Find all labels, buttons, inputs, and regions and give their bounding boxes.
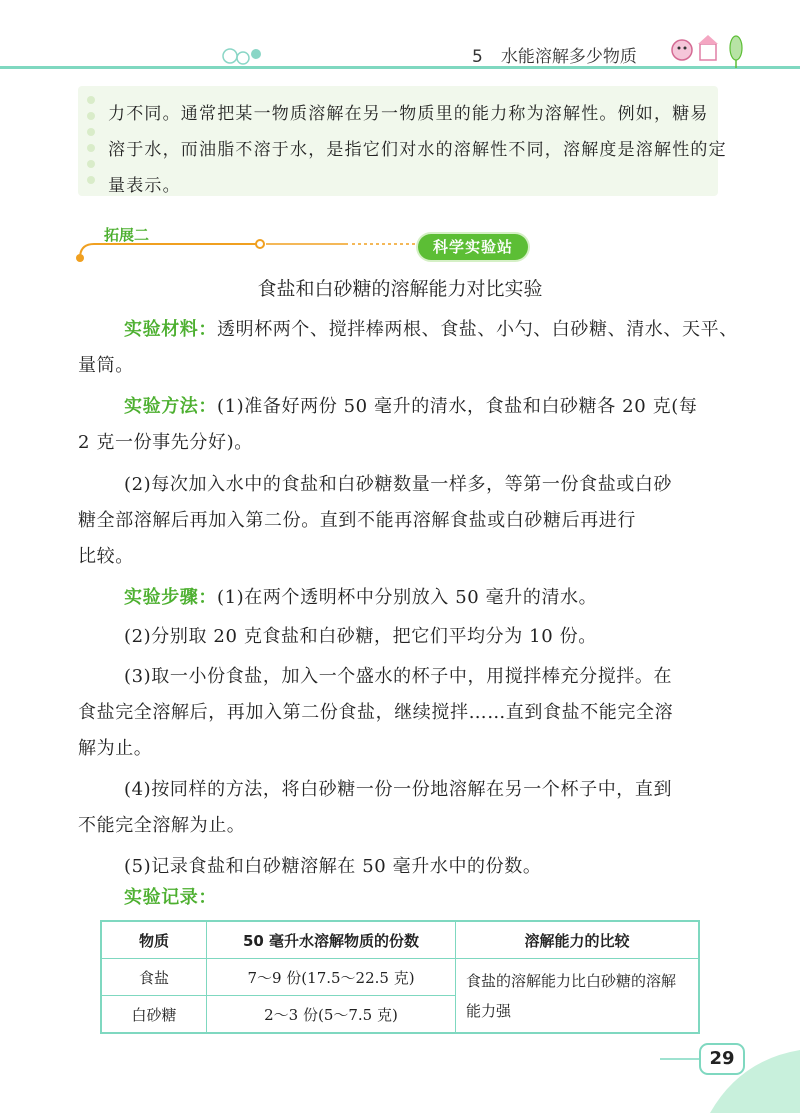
method-p2-line-2: 糖全部溶解后再加入第二份。直到不能再溶解食盐或白砂糖后再进行 <box>78 510 636 531</box>
chapter-number: 5 <box>472 47 483 67</box>
table-header: 物质 <box>101 921 207 959</box>
record-label-text: 实验记录： <box>124 887 217 908</box>
section-label: 拓展二 <box>104 226 150 244</box>
step-4-line-2: 不能完全溶解为止。 <box>78 815 246 836</box>
step-3-line-3: 解为止。 <box>78 738 153 759</box>
step-3-line-2: 食盐完全溶解后，再加入第二份食盐，继续搅拌……直到食盐不能完全溶 <box>78 702 674 723</box>
table-header: 溶解能力的比较 <box>456 921 700 959</box>
record-label <box>124 886 217 910</box>
page-number: 29 <box>709 1048 735 1069</box>
materials-line-2: 量筒。 <box>78 355 134 376</box>
method-line <box>124 395 697 419</box>
intro-line: 溶于水，而油脂不溶于水，是指它们对水的溶解性不同，溶解度是溶解性的定 <box>108 140 727 160</box>
materials-text: 透明杯两个、搅拌棒两根、食盐、小勺、白砂糖、清水、天平、 <box>217 319 738 340</box>
table-cell: 白砂糖 <box>101 996 207 1034</box>
table-cell: 食盐 <box>101 959 207 996</box>
step-5: (5)记录食盐和白砂糖溶解在 50 毫升水中的份数。 <box>124 856 542 877</box>
method-p2-line-1: (2)每次加入水中的食盐和白砂糖数量一样多，等第一份食盐或白砂 <box>124 474 673 495</box>
table-header-row <box>101 921 699 959</box>
method-line-2: 2 克一份事先分好)。 <box>78 432 253 453</box>
step-4-line-1: (4)按同样的方法，将白砂糖一份一份地溶解在另一个杯子中，直到 <box>124 779 673 800</box>
step-1: (1)在两个透明杯中分别放入 50 毫升的清水。 <box>217 587 598 608</box>
steps-line <box>124 586 597 610</box>
steps-label: 实验步骤： <box>124 587 217 608</box>
step-3-line-1: (3)取一小份食盐，加入一个盛水的杯子中，用搅拌棒充分搅拌。在 <box>124 666 673 687</box>
chapter-header <box>472 42 637 67</box>
step-2: (2)分别取 20 克食盐和白砂糖，把它们平均分为 10 份。 <box>124 626 597 647</box>
intro-line: 力不同。通常把某一物质溶解在另一物质里的能力称为溶解性。例如，糖易 <box>108 104 709 124</box>
materials-line <box>124 318 738 342</box>
bullet-dots-decoration <box>84 94 98 194</box>
section-badge: 科学实验站 <box>418 234 528 260</box>
cartoon-decoration-icon <box>664 30 754 70</box>
intro-line: 量表示。 <box>108 176 181 196</box>
record-table <box>100 920 700 1034</box>
comparison-cell: 食盐的溶解能力比白砂糖的溶解能力强 <box>456 959 700 1034</box>
table-cell: 2～3 份(5～7.5 克) <box>207 996 456 1034</box>
table-header: 50 毫升水溶解物质的份数 <box>207 921 456 959</box>
table-row <box>101 959 699 996</box>
materials-label: 实验材料： <box>124 319 217 340</box>
method-text: (1)准备好两份 50 毫升的清水，食盐和白砂糖各 20 克(每 <box>217 396 698 417</box>
intro-paragraph <box>108 96 727 204</box>
chapter-title: 水能溶解多少物质 <box>500 47 637 67</box>
table-cell: 7～9 份(17.5～22.5 克) <box>207 959 456 996</box>
method-label: 实验方法： <box>124 396 217 417</box>
method-p2-line-3: 比较。 <box>78 546 134 567</box>
experiment-title: 食盐和白砂糖的溶解能力对比实验 <box>257 278 543 300</box>
